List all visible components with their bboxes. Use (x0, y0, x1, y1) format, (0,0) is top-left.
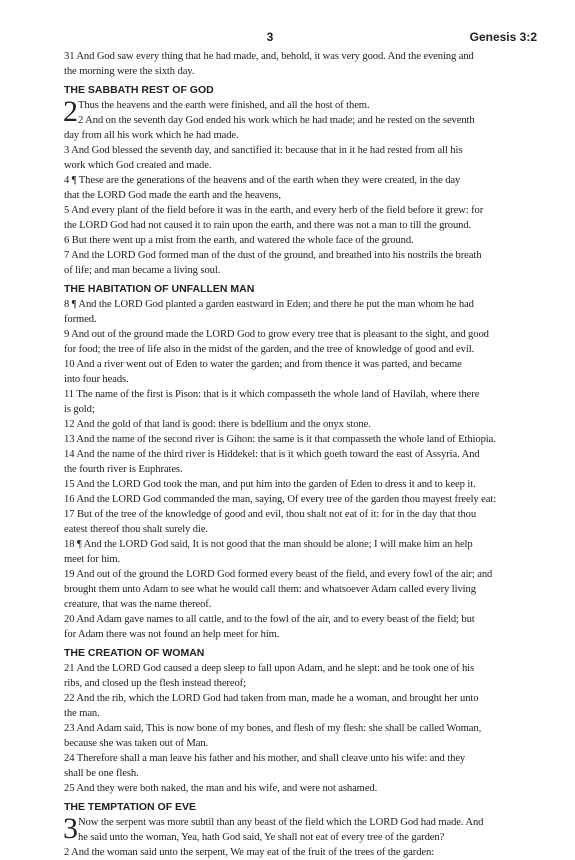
section-heading: THE HABITATION OF UNFALLEN MAN (64, 283, 255, 295)
verse-line: 4 ¶ These are the generations of the heavens and of the earth when they were created, in the day (64, 175, 461, 186)
verse-line: day from all his work which he had made. (64, 130, 239, 141)
verse-line: shall be one flesh. (64, 768, 139, 779)
verse-line: ribs, and closed up the flesh instead thereof; (64, 678, 246, 689)
verse-line: the LORD God had not caused it to rain upon the earth, and there was not a man to till the ground. (64, 220, 472, 231)
verse-line: Thus the heavens and the earth were finished, and all the host of them. (78, 100, 370, 111)
verse-line: for food; the tree of life also in the midst of the garden, and the tree of knowledge of good and evil. (64, 344, 475, 355)
verse-line: 3 And God blessed the seventh day, and sanctified it: because that in it he had rested from all his (64, 145, 463, 156)
verse-line: 24 Therefore shall a man leave his father and his mother, and shall cleave unto his wife: and they (64, 753, 466, 764)
verse-line: 12 And the gold of that land is good: there is bdellium and the onyx stone. (64, 419, 371, 430)
verse-line: 15 And the LORD God took the man, and put him into the garden of Eden to dress it and to keep it. (64, 479, 476, 490)
verse-line: 14 And the name of the third river is Hiddekel: that is it which goeth toward the east of Assyria. And (64, 449, 480, 460)
section (64, 83, 544, 278)
running-head: Genesis 3:2 (469, 30, 537, 44)
verse-line: work which God created and made. (64, 160, 212, 171)
verse-line: 2 And the woman said unto the serpent, We may eat of the fruit of the trees of the garden: (64, 847, 435, 858)
chapter-number: 3 (63, 812, 78, 845)
verse-line: 19 And out of the ground the LORD God formed every beast of the field, and every fowl of the air; and (64, 569, 493, 580)
verse-line: that the LORD God made the earth and the heavens, (64, 190, 281, 201)
verse-line: into four heads. (64, 374, 129, 385)
verse-line: 18 ¶ And the LORD God said, It is not good that the man should be alone; I will make him an help (64, 539, 473, 550)
verse-line: 11 The name of the first is Pison: that is it which compasseth the whole land of Havilah, where there (64, 389, 480, 400)
verse-line: 8 ¶ And the LORD God planted a garden eastward in Eden; and there he put the man whom he had (64, 299, 474, 310)
chapter-opening (63, 95, 544, 128)
verse-line: 2 And on the seventh day God ended his work which he had made; and he rested on the seventh (78, 115, 475, 126)
page-body (64, 49, 544, 860)
verse-line: 31 And God saw every thing that he had made, and, behold, it was very good. And the evening and (64, 51, 474, 62)
verse-line: is gold; (64, 404, 95, 415)
section-heading: THE TEMPTATION OF EVE (64, 801, 197, 813)
page-number: 3 (266, 30, 274, 44)
verse-line: 17 But of the tree of the knowledge of good and evil, thou shalt not eat of it: for in the day that thou (64, 509, 477, 520)
verse-line: the man. (64, 708, 100, 719)
verse-line: 13 And the name of the second river is Gihon: the same is it that compasseth the whole land of Ethiopia. (64, 434, 496, 445)
verse-line: eatest thereof thou shalt surely die. (64, 524, 208, 535)
verse-line: meet for him. (64, 554, 121, 565)
section (64, 800, 544, 860)
chapter-number: 2 (63, 95, 78, 128)
verse-line: 25 And they were both naked, the man and his wife, and were not ashamed. (64, 783, 378, 794)
verse-line: 7 And the LORD God formed man of the dust of the ground, and breathed into his nostrils the breath (64, 250, 482, 261)
chapter-opening (63, 812, 544, 845)
verse-line: formed. (64, 314, 97, 325)
verse-line: of life; and man became a living soul. (64, 265, 221, 276)
verse-line: 9 And out of the ground made the LORD God to grow every tree that is pleasant to the sight, and good (64, 329, 489, 340)
verse-line: 20 And Adam gave names to all cattle, and to the fowl of the air, and to every beast of the field; but (64, 614, 475, 625)
verse-line: the fourth river is Euphrates. (64, 464, 183, 475)
verse-line: because she was taken out of Man. (64, 738, 209, 749)
verse-line: 22 And the rib, which the LORD God had taken from man, made he a woman, and brought her unto (64, 693, 479, 704)
section (64, 49, 544, 79)
verse-line: for Adam there was not found an help meet for him. (64, 629, 280, 640)
verse-line: 23 And Adam said, This is now bone of my bones, and flesh of my flesh: she shall be called Woman, (64, 723, 482, 734)
verse-line: the morning were the sixth day. (64, 66, 195, 77)
verse-line: 6 But there went up a mist from the earth, and watered the whole face of the ground. (64, 235, 414, 246)
verse-line: 5 And every plant of the field before it was in the earth, and every herb of the field before it grew: for (64, 205, 484, 216)
verse-line: he said unto the woman, Yea, hath God said, Ye shall not eat of every tree of the garden? (78, 832, 445, 843)
verse-line: 21 And the LORD God caused a deep sleep to fall upon Adam, and he slept: and he took one of his (64, 663, 475, 674)
verse-line: 16 And the LORD God commanded the man, saying, Of every tree of the garden thou mayest freely eat: (64, 494, 497, 505)
section (64, 282, 544, 642)
section (64, 646, 544, 796)
verse-line: 10 And a river went out of Eden to water the garden; and from thence it was parted, and became (64, 359, 462, 370)
section-heading: THE CREATION OF WOMAN (64, 647, 205, 659)
verse-line: brought them unto Adam to see what he would call them: and whatsoever Adam called every living (64, 584, 476, 595)
verse-line: Now the serpent was more subtil than any beast of the field which the LORD God had made. And (78, 817, 484, 828)
section-heading: THE SABBATH REST OF GOD (64, 84, 214, 96)
verse-line: creature, that was the name thereof. (64, 599, 212, 610)
